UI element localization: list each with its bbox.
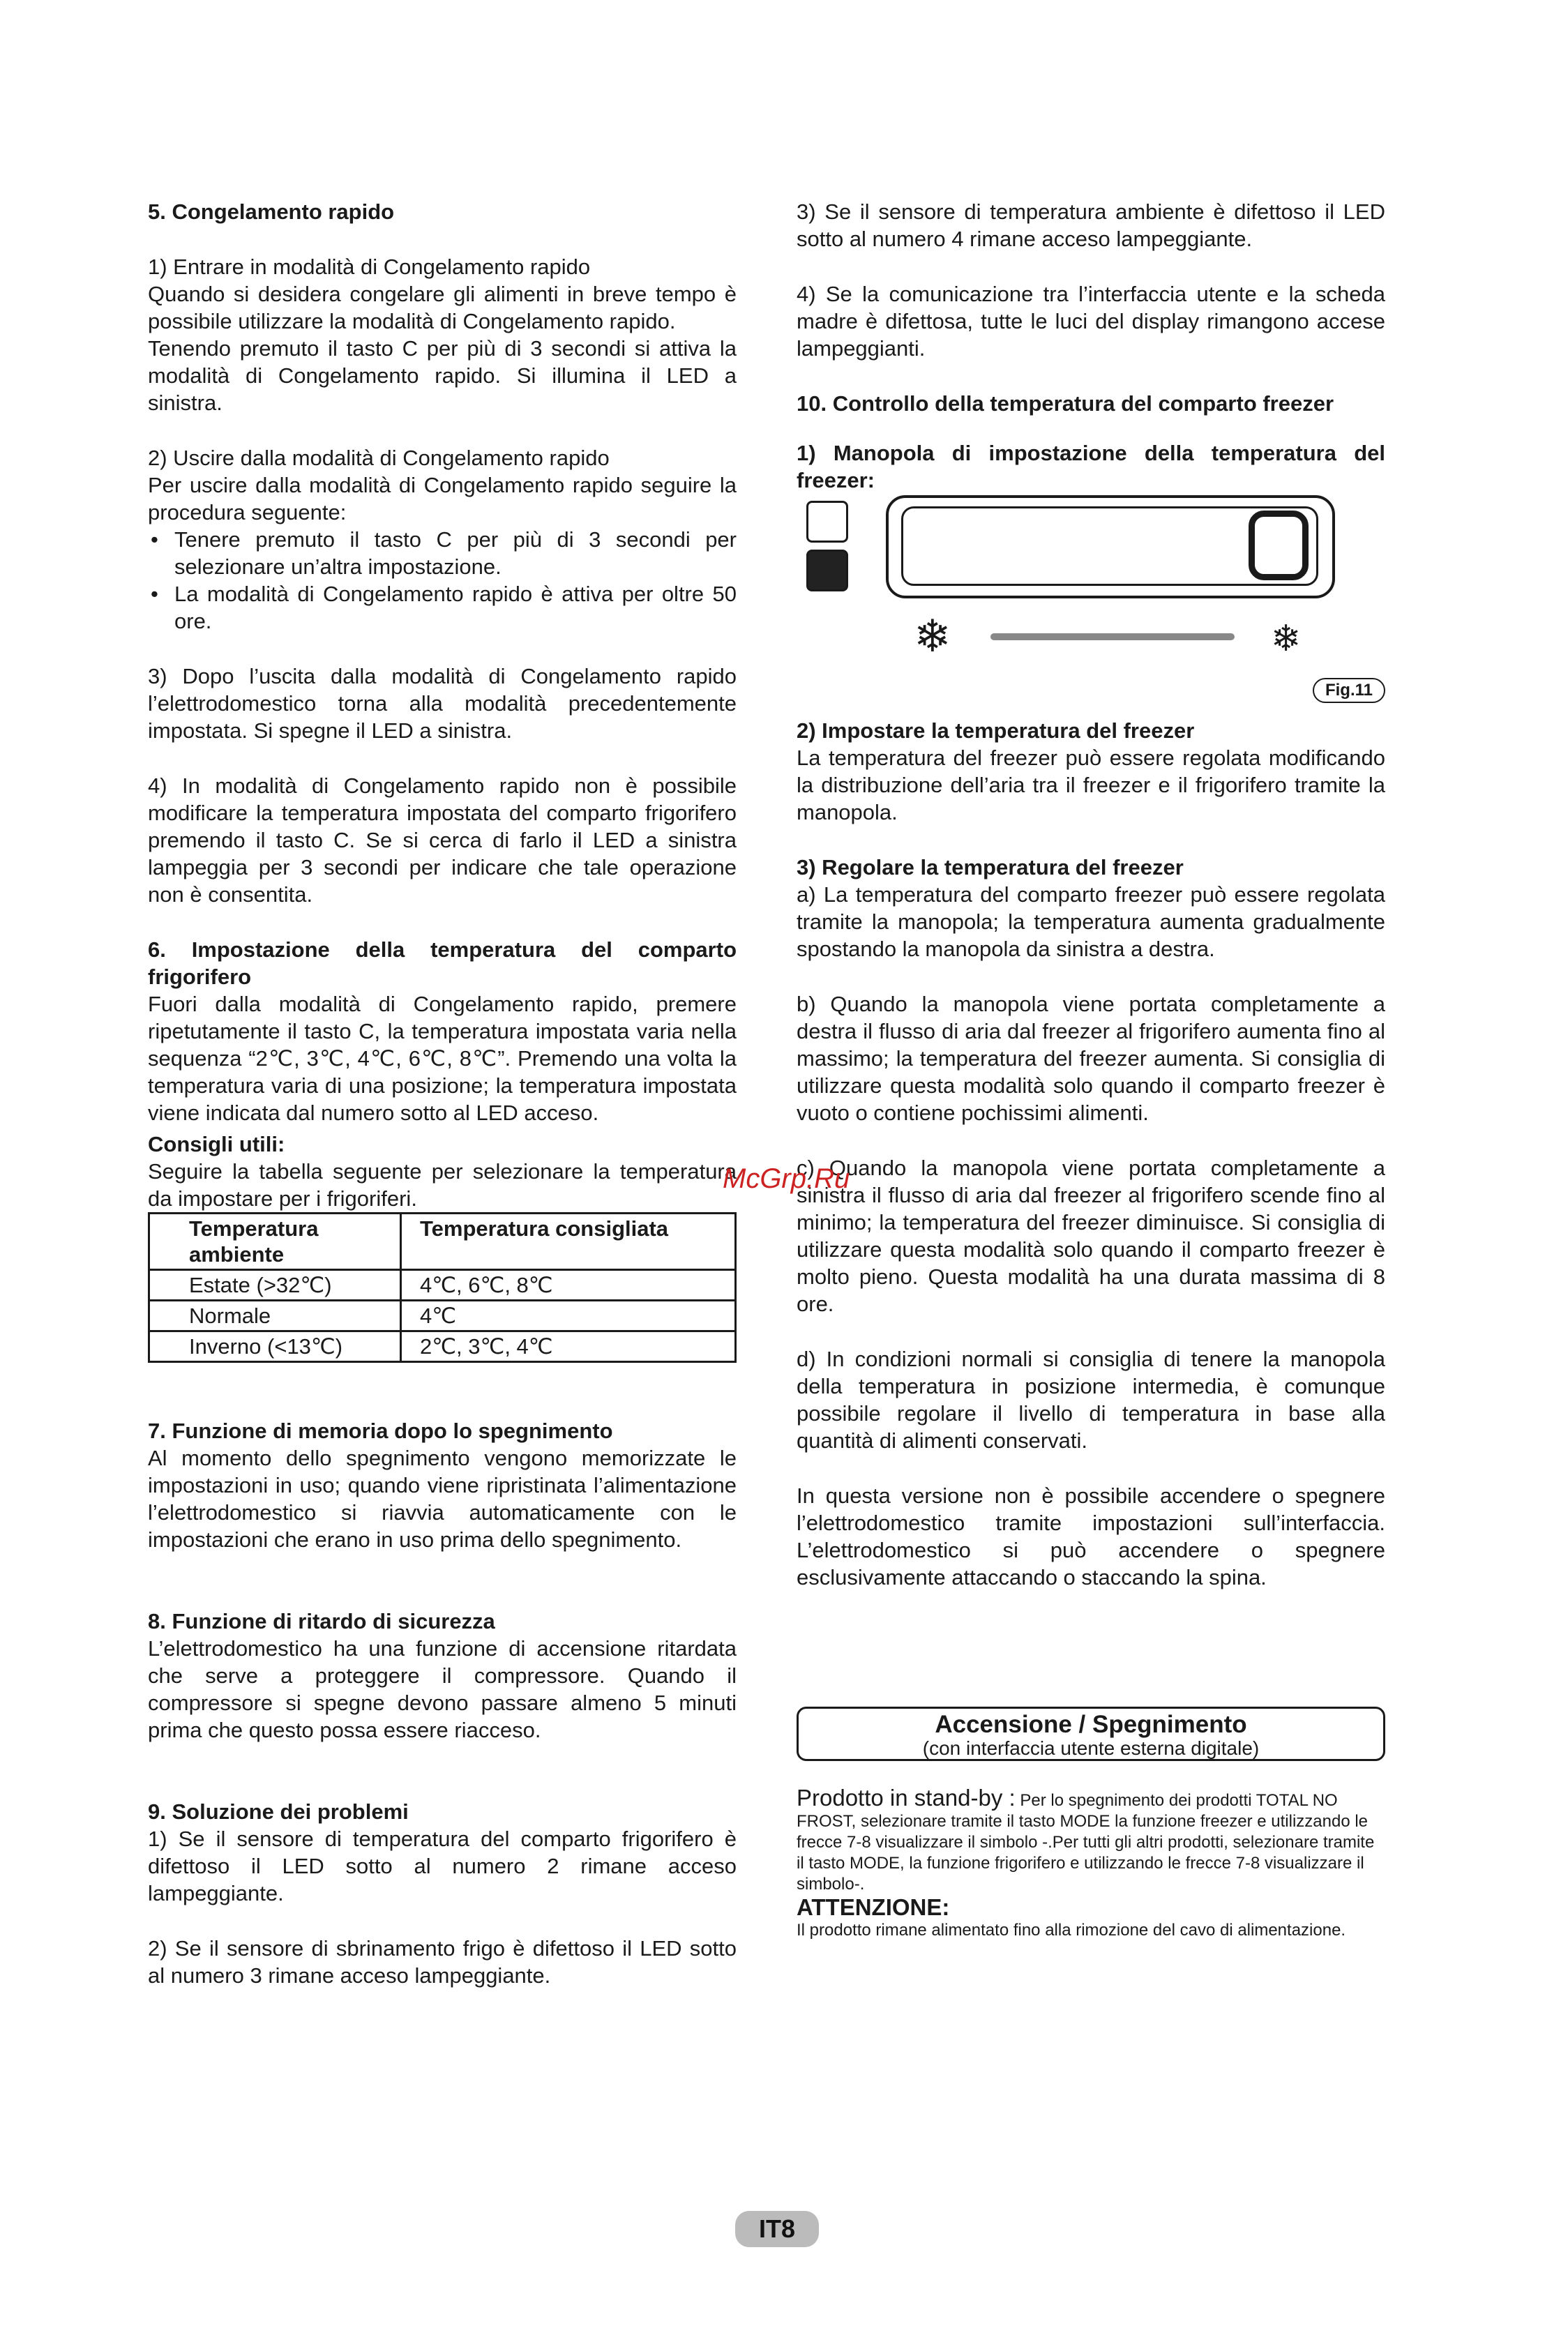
section-10-2-title: 2) Impostare la temperatura del freezer — [797, 718, 1195, 743]
tips-paragraph: Seguire la tabella seguente per selezionare la temperatura da impostare per i frigoriferi. — [148, 1159, 737, 1211]
section-9-item-2: 2) Se il sensore di sbrinamento frigo è difettoso il LED sotto al numero 3 rimane acceso lampeggiante. — [148, 1936, 737, 1988]
section-9-item-1: 1) Se il sensore di temperatura del comparto frigorifero è difettoso il LED sotto al numero 2 rimane acceso lampeggiante. — [148, 1827, 737, 1905]
section-5-1-paragraph-1: Quando si desidera congelare gli alimenti in breve tempo è possibile utilizzare la modalità di Congelamento rapido. — [148, 282, 737, 333]
page-number: IT8 — [735, 2211, 819, 2247]
table-header-row — [149, 1214, 736, 1270]
section-6-title: 6. Impostazione della temperatura del comparto frigorifero — [148, 937, 737, 989]
bullet-item: • Tenere premuto il tasto C per più di 3 secondi per selezionare un’altra impostazione. — [174, 526, 737, 580]
on-off-subtitle: (con interfaccia utente esterna digitale) — [922, 1737, 1260, 1759]
table-cell: 4℃ — [401, 1301, 736, 1331]
section-6-paragraph: Fuori dalla modalità di Congelamento rapido, premere ripetutamente il tasto C, la temperatura impostata varia nella sequenza “2℃, 3℃, 4℃, 6℃, 8℃”. Premendo una volta la temperatura varia di una posizione; la temperatura impostata viene indicata dal numero sotto al LED acceso. — [148, 992, 737, 1125]
table-cell: 2℃, 3℃, 4℃ — [401, 1331, 736, 1362]
snowflake-icon: ❄ — [1271, 619, 1302, 659]
section-10-title: 10. Controllo della temperatura del comparto freezer — [797, 391, 1334, 416]
section-8-paragraph: L’elettrodomestico ha una funzione di accensione ritardata che serve a proteggere il compressore. Quando il compressore si spegne devono passare almeno 5 minuti prima che questo possa essere riacceso. — [148, 1636, 737, 1742]
table-cell: Inverno (<13℃) — [149, 1331, 401, 1362]
section-9-item-3: 3) Se il sensore di temperatura ambiente è difettoso il LED sotto al numero 4 rimane acceso lampeggiante. — [797, 199, 1385, 251]
section-10-3-a: a) La temperatura del comparto freezer può essere regolata tramite la manopola; la temperatura aumenta gradualmente spostando la manopola da sinistra a destra. — [797, 882, 1385, 961]
section-10-3-b: b) Quando la manopola viene portata completamente a destra il flusso di aria dal freezer al frigorifero aumenta fino al massimo; la temperatura del freezer aumenta. Si consiglia di utilizzare questa modalità solo quando il comparto freezer è vuoto o contiene pochissimi alimenti. — [797, 992, 1385, 1125]
section-10-3-d: d) In condizioni normali si consiglia di tenere la manopola della temperatura in posizione intermedia, è comunque possibile regolare il livello di temperatura in base alla quantità di alimenti conservati. — [797, 1347, 1385, 1453]
bullet-item: • La modalità di Congelamento rapido è attiva per oltre 50 ore. — [174, 580, 737, 635]
section-9-title: 9. Soluzione dei problemi — [148, 1799, 409, 1824]
on-off-title: Accensione / Spegnimento — [935, 1711, 1247, 1738]
display-button-white — [806, 501, 848, 543]
display-button-dark — [806, 550, 848, 591]
section-8-title: 8. Funzione di ritardo di sicurezza — [148, 1609, 495, 1633]
temperature-knob — [1249, 511, 1309, 580]
table-row — [149, 1301, 736, 1331]
right-column — [797, 198, 1385, 1941]
watermark: McGrp.Ru — [723, 1163, 850, 1194]
tips-title: Consigli utili: — [148, 1132, 285, 1156]
section-10-3-title: 3) Regolare la temperatura del freezer — [797, 855, 1184, 879]
section-5-1-title: 1) Entrare in modalità di Congelamento rapido — [148, 255, 591, 279]
freezer-knob-figure — [797, 494, 1385, 717]
table-row — [149, 1270, 736, 1301]
on-off-box — [797, 1707, 1385, 1761]
section-7-title: 7. Funzione di memoria dopo lo spegnimento — [148, 1419, 613, 1443]
table-cell: 4℃, 6℃, 8℃ — [401, 1270, 736, 1301]
table-header-ambient: Temperatura ambiente — [149, 1214, 401, 1270]
knob-slider-track — [990, 633, 1235, 640]
standby-label: Prodotto in stand-by : — [797, 1785, 1016, 1811]
section-5-2-paragraph: Per uscire dalla modalità di Congelamento rapido seguire la procedura seguente: — [148, 473, 737, 524]
temperature-table — [148, 1212, 737, 1363]
snowflake-icon: ❄ — [914, 611, 951, 661]
standby-text: Per lo spegnimento dei prodotti TOTAL NO FROST, selezionare tramite il tasto MODE la funzione freezer e utilizzando le frecce 7-8 visualizzare il simbolo -.Per tutti gli altri prodotti, selezionare tramite il tasto MODE, la funzione frigorifero e utilizzando le frecce 7-8 visualizzare il simbolo-. — [797, 1791, 1375, 1894]
section-10-final-paragraph: In questa versione non è possibile accendere o spegnere l’elettrodomestico tramite impostazioni sull’interfaccia. L’elettrodomestico si può accendere o spegnere esclusivamente attaccando o staccando la spina. — [797, 1483, 1385, 1589]
section-10-3-c: c) Quando la manopola viene portata completamente a sinistra il flusso di aria dal freezer al frigorifero scende fino al minimo; la temperatura del freezer diminuisce. Si consiglia di utilizzare questa modalità solo quando il comparto freezer è molto pieno. Questa modalità ha una durata massima di 8 ore. — [797, 1156, 1385, 1316]
section-10-2-paragraph: La temperatura del freezer può essere regolata modificando la distribuzione dell’aria tra il freezer e il frigorifero tramite la manopola. — [797, 746, 1385, 824]
section-7-paragraph: Al momento dello spegnimento vengono memorizzate le impostazioni in uso; quando viene ripristinata l’alimentazione l’elettrodomestico si riavvia automaticamente con le impostazioni che erano in uso prima dello spegnimento. — [148, 1446, 737, 1552]
section-5-3-paragraph: 3) Dopo l’uscita dalla modalità di Congelamento rapido l’elettrodomestico torna alla modalità precedentemente impostata. Si spegne il LED a sinistra. — [148, 664, 737, 743]
table-row — [149, 1331, 736, 1362]
table-cell: Normale — [149, 1301, 401, 1331]
table-cell: Estate (>32℃) — [149, 1270, 401, 1301]
attention-title: ATTENZIONE: — [797, 1894, 950, 1920]
section-5-2-bullets — [148, 526, 737, 635]
section-5-4-paragraph: 4) In modalità di Congelamento rapido non è possibile modificare la temperatura impostata del comparto frigorifero premendo il tasto C. Se si cerca di farlo il LED a sinistra lampeggia per 3 secondi per indicare che tale operazione non è consentita. — [148, 773, 737, 907]
section-9-item-4: 4) Se la comunicazione tra l’interfaccia utente e la scheda madre è difettosa, tutte le luci del display rimangono accese lampeggianti. — [797, 282, 1385, 361]
standby-paragraph — [797, 1785, 1385, 1895]
section-5-title: 5. Congelamento rapido — [148, 199, 395, 224]
section-5-1-paragraph-2: Tenendo premuto il tasto C per più di 3 secondi si attiva la modalità di Congelamento rapido. Si illumina il LED a sinistra. — [148, 336, 737, 415]
section-5-2-title: 2) Uscire dalla modalità di Congelamento rapido — [148, 446, 610, 470]
table-header-recommended: Temperatura consigliata — [401, 1214, 736, 1270]
left-column — [148, 198, 737, 1989]
figure-label: Fig.11 — [1313, 678, 1385, 703]
section-10-1-title: 1) Manopola di impostazione della temperatura del freezer: — [797, 441, 1385, 492]
attention-text: Il prodotto rimane alimentato fino alla rimozione del cavo di alimentazione. — [797, 1921, 1346, 1940]
